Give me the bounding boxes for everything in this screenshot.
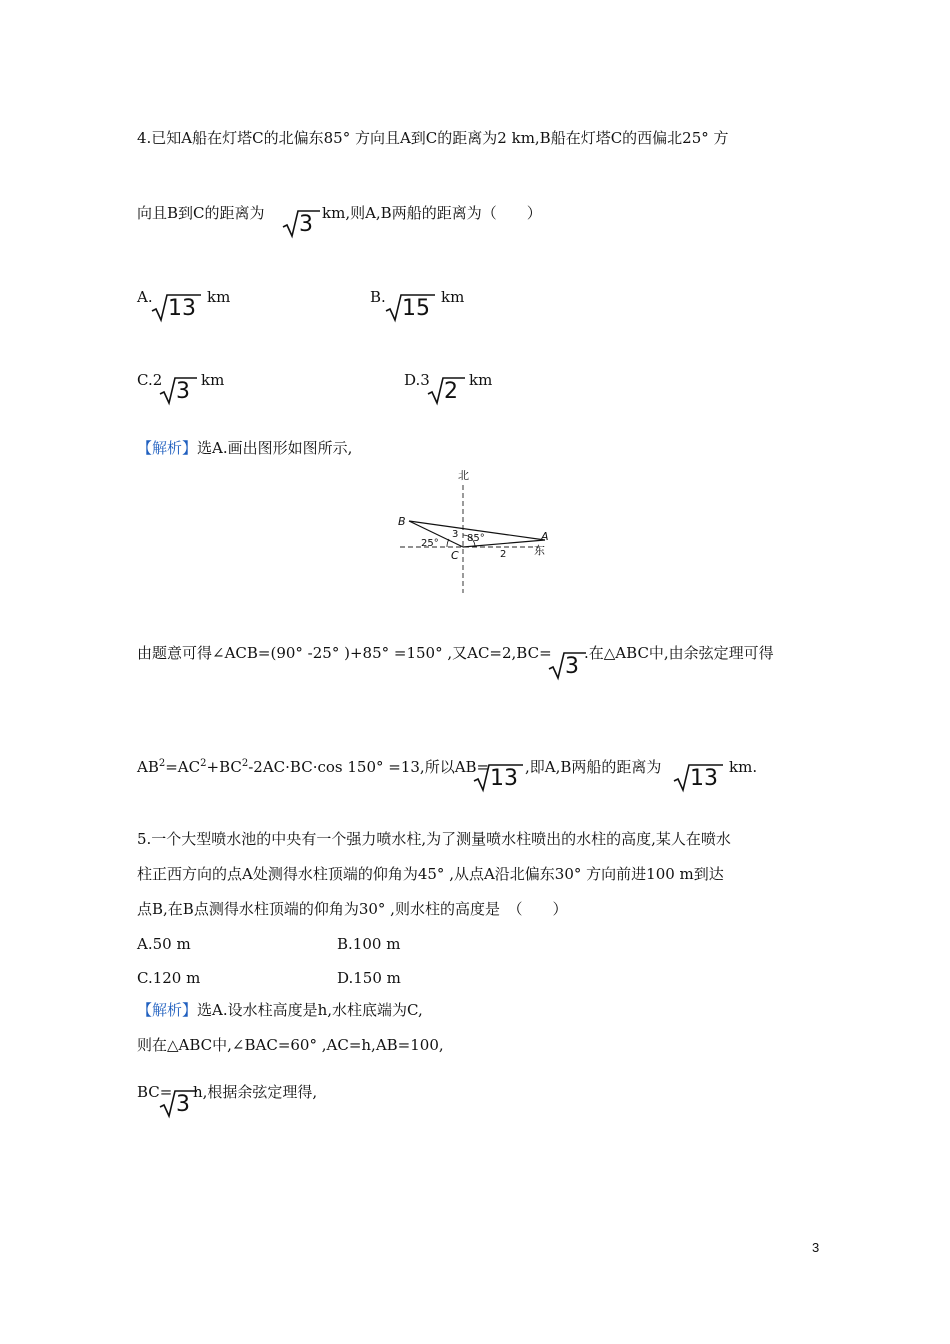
- q5-option-d: D.150 m: [337, 969, 401, 987]
- label-a: A: [541, 530, 549, 543]
- eq2-rest: -2AC·BC·cos 150° =13,所以AB=: [248, 758, 490, 776]
- sqrt-3-icon: [282, 208, 322, 238]
- analysis-tag: 【解析】: [137, 439, 198, 457]
- sqrt-13-icon: [473, 762, 525, 792]
- option-c-label: C.2: [137, 371, 163, 389]
- q5-line1: 5.一个大型喷水池的中央有一个强力喷水柱,为了测量喷水柱喷出的水柱的高度,某人在喷水: [137, 830, 731, 848]
- radicand: 3: [565, 654, 579, 679]
- label-east: 东: [534, 544, 545, 557]
- label-seg-2: 2: [500, 549, 507, 560]
- eq1-post: .在△ABC中,由余弦定理可得: [584, 644, 774, 662]
- analysis-text: 选A.设水柱高度是h,水柱底端为C,: [197, 1001, 423, 1019]
- q4-line2-pre: 向且B到C的距离为: [137, 204, 265, 222]
- analysis-5: [137, 1000, 423, 1020]
- radicand: 13: [490, 766, 518, 791]
- eq2-ab: AB: [137, 758, 159, 776]
- radicand: 3: [299, 212, 313, 237]
- q5-line2: 柱正西方向的点A处测得水柱顶端的仰角为45° ,从点A沿北偏东30° 方向前进100 m到达: [137, 865, 724, 883]
- option-b-unit: km: [441, 288, 465, 306]
- eq2-mid3: ,即A,B两船的距离为: [525, 758, 662, 776]
- sup: 2: [241, 758, 249, 769]
- option-d-unit: km: [469, 371, 493, 389]
- q5-option-b: B.100 m: [337, 935, 401, 953]
- option-b-label: B.: [370, 288, 386, 306]
- ship-position-diagram: [395, 465, 555, 595]
- q5-line3: 点B,在B点测得水柱顶端的仰角为30° ,则水柱的高度是 （ ）: [137, 900, 568, 918]
- sqrt-2-icon: [427, 375, 467, 405]
- label-b: B: [398, 515, 406, 528]
- radicand: 13: [168, 296, 196, 321]
- analysis-text: 选A.画出图形如图所示,: [197, 439, 353, 457]
- sqrt-13-icon: [151, 292, 203, 322]
- eq1-pre: 由题意可得∠ACB=(90° -25° )+85° =150° ,又AC=2,BC=: [137, 644, 552, 662]
- sqrt-13-icon: [673, 762, 725, 792]
- page-number: 3: [812, 1240, 820, 1255]
- sup: 2: [158, 758, 166, 769]
- sqrt-3-icon: [548, 650, 588, 680]
- option-a-label: A.: [137, 288, 153, 306]
- radicand: 3: [176, 1092, 190, 1117]
- q5-bc-post: h,根据余弦定理得,: [193, 1083, 318, 1101]
- label-85deg: 85°: [467, 533, 485, 544]
- eq2-mid1: =AC: [165, 758, 201, 776]
- q4-line2-post: km,则A,B两船的距离为（ ）: [322, 204, 542, 222]
- q5-bc-pre: BC=: [137, 1083, 173, 1101]
- analysis-tag: 【解析】: [137, 1001, 198, 1019]
- radicand: 2: [444, 379, 458, 404]
- option-a-unit: km: [207, 288, 231, 306]
- eq2-line: [137, 757, 489, 777]
- eq2-end: km.: [729, 758, 758, 776]
- radicand: 3: [176, 379, 190, 404]
- q4-line1: 4.已知A船在灯塔C的北偏东85° 方向且A到C的距离为2 km,B船在灯塔C的西偏北25° 方: [137, 129, 729, 147]
- option-c-unit: km: [201, 371, 225, 389]
- q5-option-c: C.120 m: [137, 969, 201, 987]
- label-north: 北: [458, 469, 469, 482]
- sqrt-3-icon: [159, 375, 199, 405]
- label-25deg: 25°: [421, 538, 439, 549]
- option-d-label: D.3: [404, 371, 430, 389]
- q5-solution-line2: 则在△ABC中,∠BAC=60° ,AC=h,AB=100,: [137, 1036, 444, 1054]
- label-seg-3: 3: [452, 529, 459, 540]
- sqrt-15-icon: [385, 292, 437, 322]
- analysis-4: [137, 438, 352, 458]
- eq2-mid2: +BC: [206, 758, 242, 776]
- label-c: C: [451, 549, 459, 562]
- sup: 2: [200, 758, 207, 769]
- radicand: 13: [690, 766, 718, 791]
- q5-option-a: A.50 m: [137, 935, 191, 953]
- radicand: 15: [402, 296, 430, 321]
